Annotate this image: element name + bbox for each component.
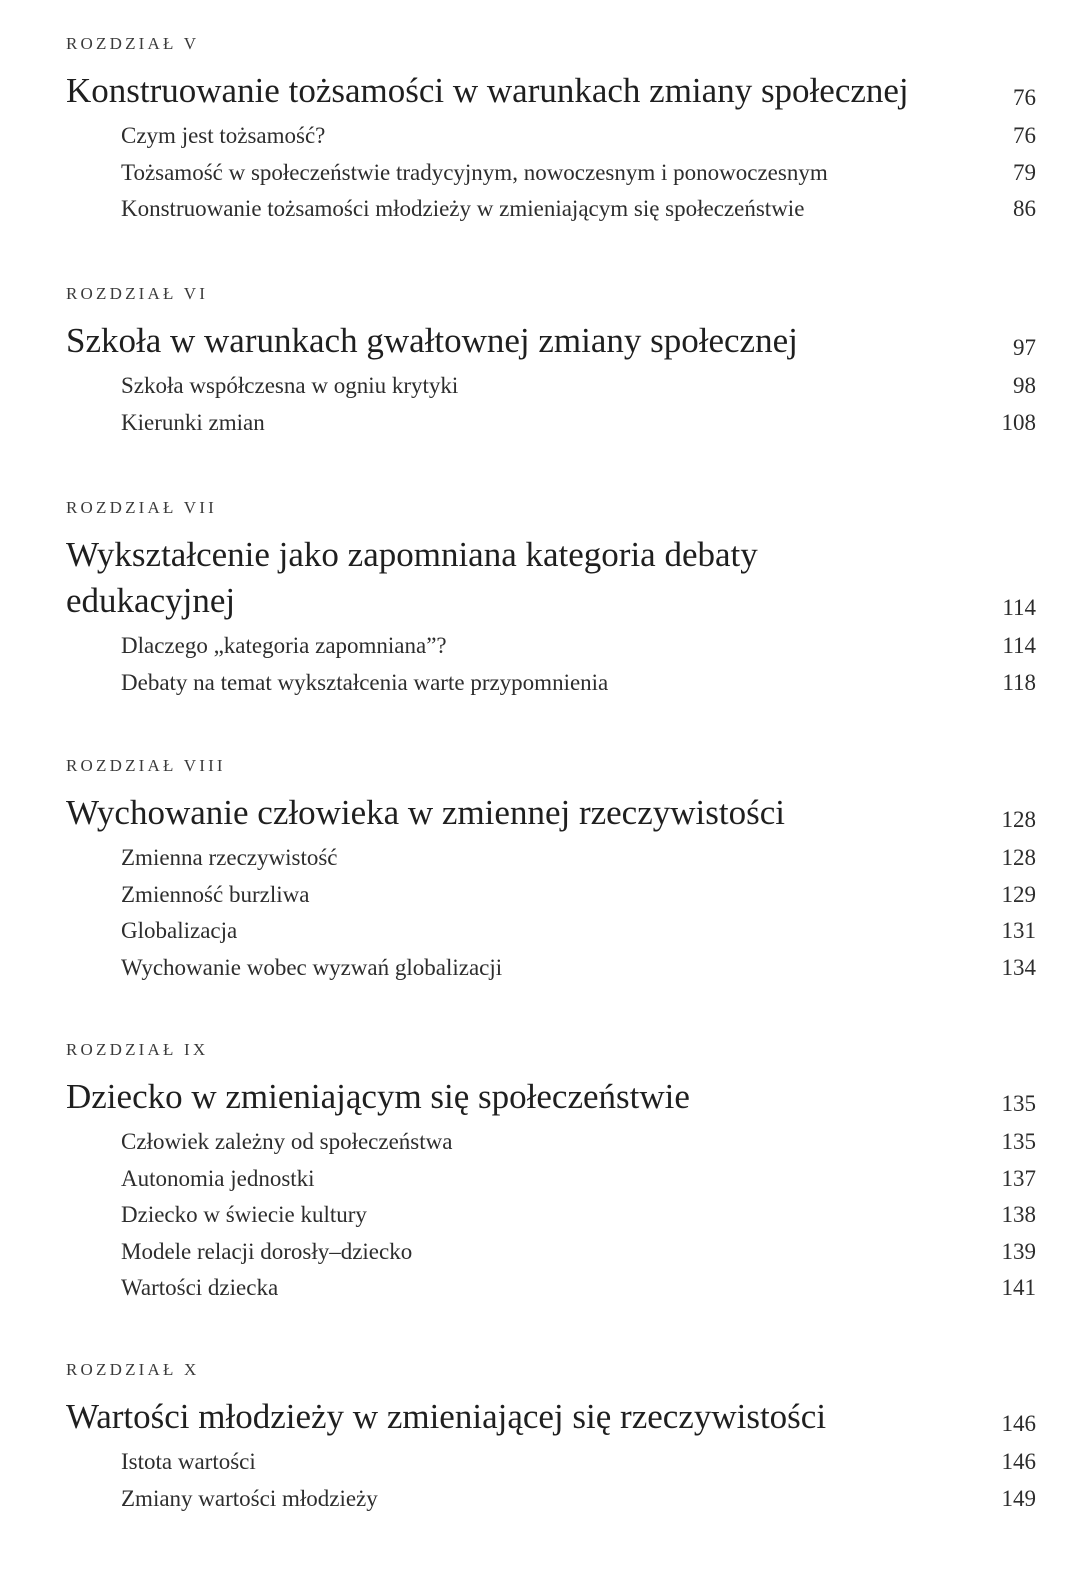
entry-title: Zmienna rzeczywistość [121, 845, 338, 870]
toc-entry [66, 405, 1036, 442]
entry-title: Kierunki zmian [121, 409, 265, 435]
entry-page-number: 114 [1002, 633, 1036, 658]
entry-title: Wartości dziecka [121, 1275, 279, 1300]
entry-page-number: 79 [1013, 159, 1036, 185]
chapter-heading [66, 318, 1036, 364]
chapter-title: Wykształcenie jako zapomniana kategoria debaty edukacyjnej [66, 535, 758, 620]
entry-title: Debaty na temat wykształcenia warte przypomnienia [121, 669, 609, 695]
entry-page-number: 98 [1013, 373, 1036, 398]
entry-page-number: 135 [1001, 1129, 1036, 1154]
toc-entry [66, 1197, 1036, 1234]
chapter-heading [66, 1074, 1036, 1120]
entry-page-number: 118 [1002, 669, 1036, 695]
chapter-heading [66, 532, 1036, 624]
toc-entry [66, 628, 1036, 665]
toc-entry [66, 1161, 1036, 1198]
entry-page-number: 76 [1013, 123, 1036, 148]
chapter-title: Dziecko w zmieniającym się społeczeństwie [66, 1077, 690, 1116]
entry-title: Istota wartości [121, 1449, 256, 1474]
entry-page-number: 131 [1001, 918, 1036, 943]
entry-title: Konstruowanie tożsamości młodzieży w zmieniającym się społeczeństwie [121, 196, 805, 221]
entry-page-number: 149 [1001, 1485, 1036, 1511]
entry-title: Dlaczego „kategoria zapomniana”? [121, 633, 447, 658]
chapter-label: ROZDZIAŁ VIII [66, 756, 226, 775]
toc-entry [66, 1481, 1036, 1518]
chapter-title: Szkoła w warunkach gwałtownej zmiany społecznej [66, 321, 798, 360]
toc-entry [66, 877, 1036, 914]
chapter-x [66, 1360, 1036, 1517]
entry-title: Zmienność burzliwa [121, 881, 310, 907]
toc-entry [66, 1234, 1036, 1271]
toc-entry [66, 950, 1036, 987]
section-list [66, 118, 1036, 228]
entry-page-number: 137 [1001, 1165, 1036, 1191]
entry-page-number: 86 [1013, 196, 1036, 221]
entry-page-number: 128 [1001, 845, 1036, 870]
toc-entry [66, 840, 1036, 877]
chapter-page-number: 114 [1002, 595, 1036, 620]
toc-entry [66, 913, 1036, 950]
chapter-label: ROZDZIAŁ V [66, 34, 200, 53]
toc-entry [66, 118, 1036, 155]
toc-entry [66, 1444, 1036, 1481]
chapter-heading [66, 1394, 1036, 1440]
toc-entry [66, 1124, 1036, 1161]
entry-title: Globalizacja [121, 918, 238, 943]
entry-title: Wychowanie wobec wyzwań globalizacji [121, 954, 503, 980]
chapter-vi [66, 284, 1036, 441]
chapter-viii [66, 756, 1036, 986]
toc-entry [66, 368, 1036, 405]
entry-page-number: 141 [1001, 1275, 1036, 1300]
section-list [66, 368, 1036, 441]
chapter-heading [66, 790, 1036, 836]
entry-title: Dziecko w świecie kultury [121, 1202, 367, 1227]
section-list [66, 1124, 1036, 1307]
entry-title: Człowiek zależny od społeczeństwa [121, 1129, 453, 1154]
entry-title: Zmiany wartości młodzieży [121, 1485, 378, 1511]
entry-title: Modele relacji dorosły–dziecko [121, 1238, 413, 1264]
chapter-title: Konstruowanie tożsamości w warunkach zmiany społecznej [66, 71, 909, 110]
entry-title: Tożsamość w społeczeństwie tradycyjnym, nowoczesnym i ponowoczesnym [121, 159, 828, 185]
toc-entry [66, 191, 1036, 228]
entry-page-number: 108 [1001, 409, 1036, 435]
section-list [66, 1444, 1036, 1517]
chapter-title: Wychowanie człowieka w zmiennej rzeczywistości [66, 793, 785, 832]
toc-entry [66, 155, 1036, 192]
entry-page-number: 129 [1001, 881, 1036, 907]
entry-page-number: 138 [1001, 1202, 1036, 1227]
section-list [66, 840, 1036, 986]
chapter-ix [66, 1040, 1036, 1307]
entry-page-number: 139 [1001, 1238, 1036, 1264]
toc-entry [66, 665, 1036, 702]
chapter-page-number: 97 [1013, 335, 1036, 360]
chapter-label: ROZDZIAŁ VI [66, 284, 209, 303]
chapter-label: ROZDZIAŁ IX [66, 1040, 209, 1059]
chapter-v [66, 34, 1036, 228]
chapter-page-number: 128 [1001, 807, 1036, 832]
chapter-label: ROZDZIAŁ X [66, 1360, 200, 1379]
chapter-page-number: 146 [1001, 1411, 1036, 1436]
chapter-title: Wartości młodzieży w zmieniającej się rzeczywistości [66, 1397, 827, 1436]
entry-title: Autonomia jednostki [121, 1165, 315, 1191]
entry-page-number: 146 [1001, 1449, 1036, 1474]
chapter-page-number: 135 [1001, 1091, 1036, 1116]
chapter-page-number: 76 [1013, 85, 1036, 110]
entry-title: Szkoła współczesna w ogniu krytyki [121, 373, 459, 398]
entry-title: Czym jest tożsamość? [121, 123, 326, 148]
entry-page-number: 134 [1001, 954, 1036, 980]
chapter-heading [66, 68, 1036, 114]
toc-entry [66, 1270, 1036, 1307]
section-list [66, 628, 1036, 701]
chapter-vii [66, 498, 1036, 701]
chapter-label: ROZDZIAŁ VII [66, 498, 217, 517]
